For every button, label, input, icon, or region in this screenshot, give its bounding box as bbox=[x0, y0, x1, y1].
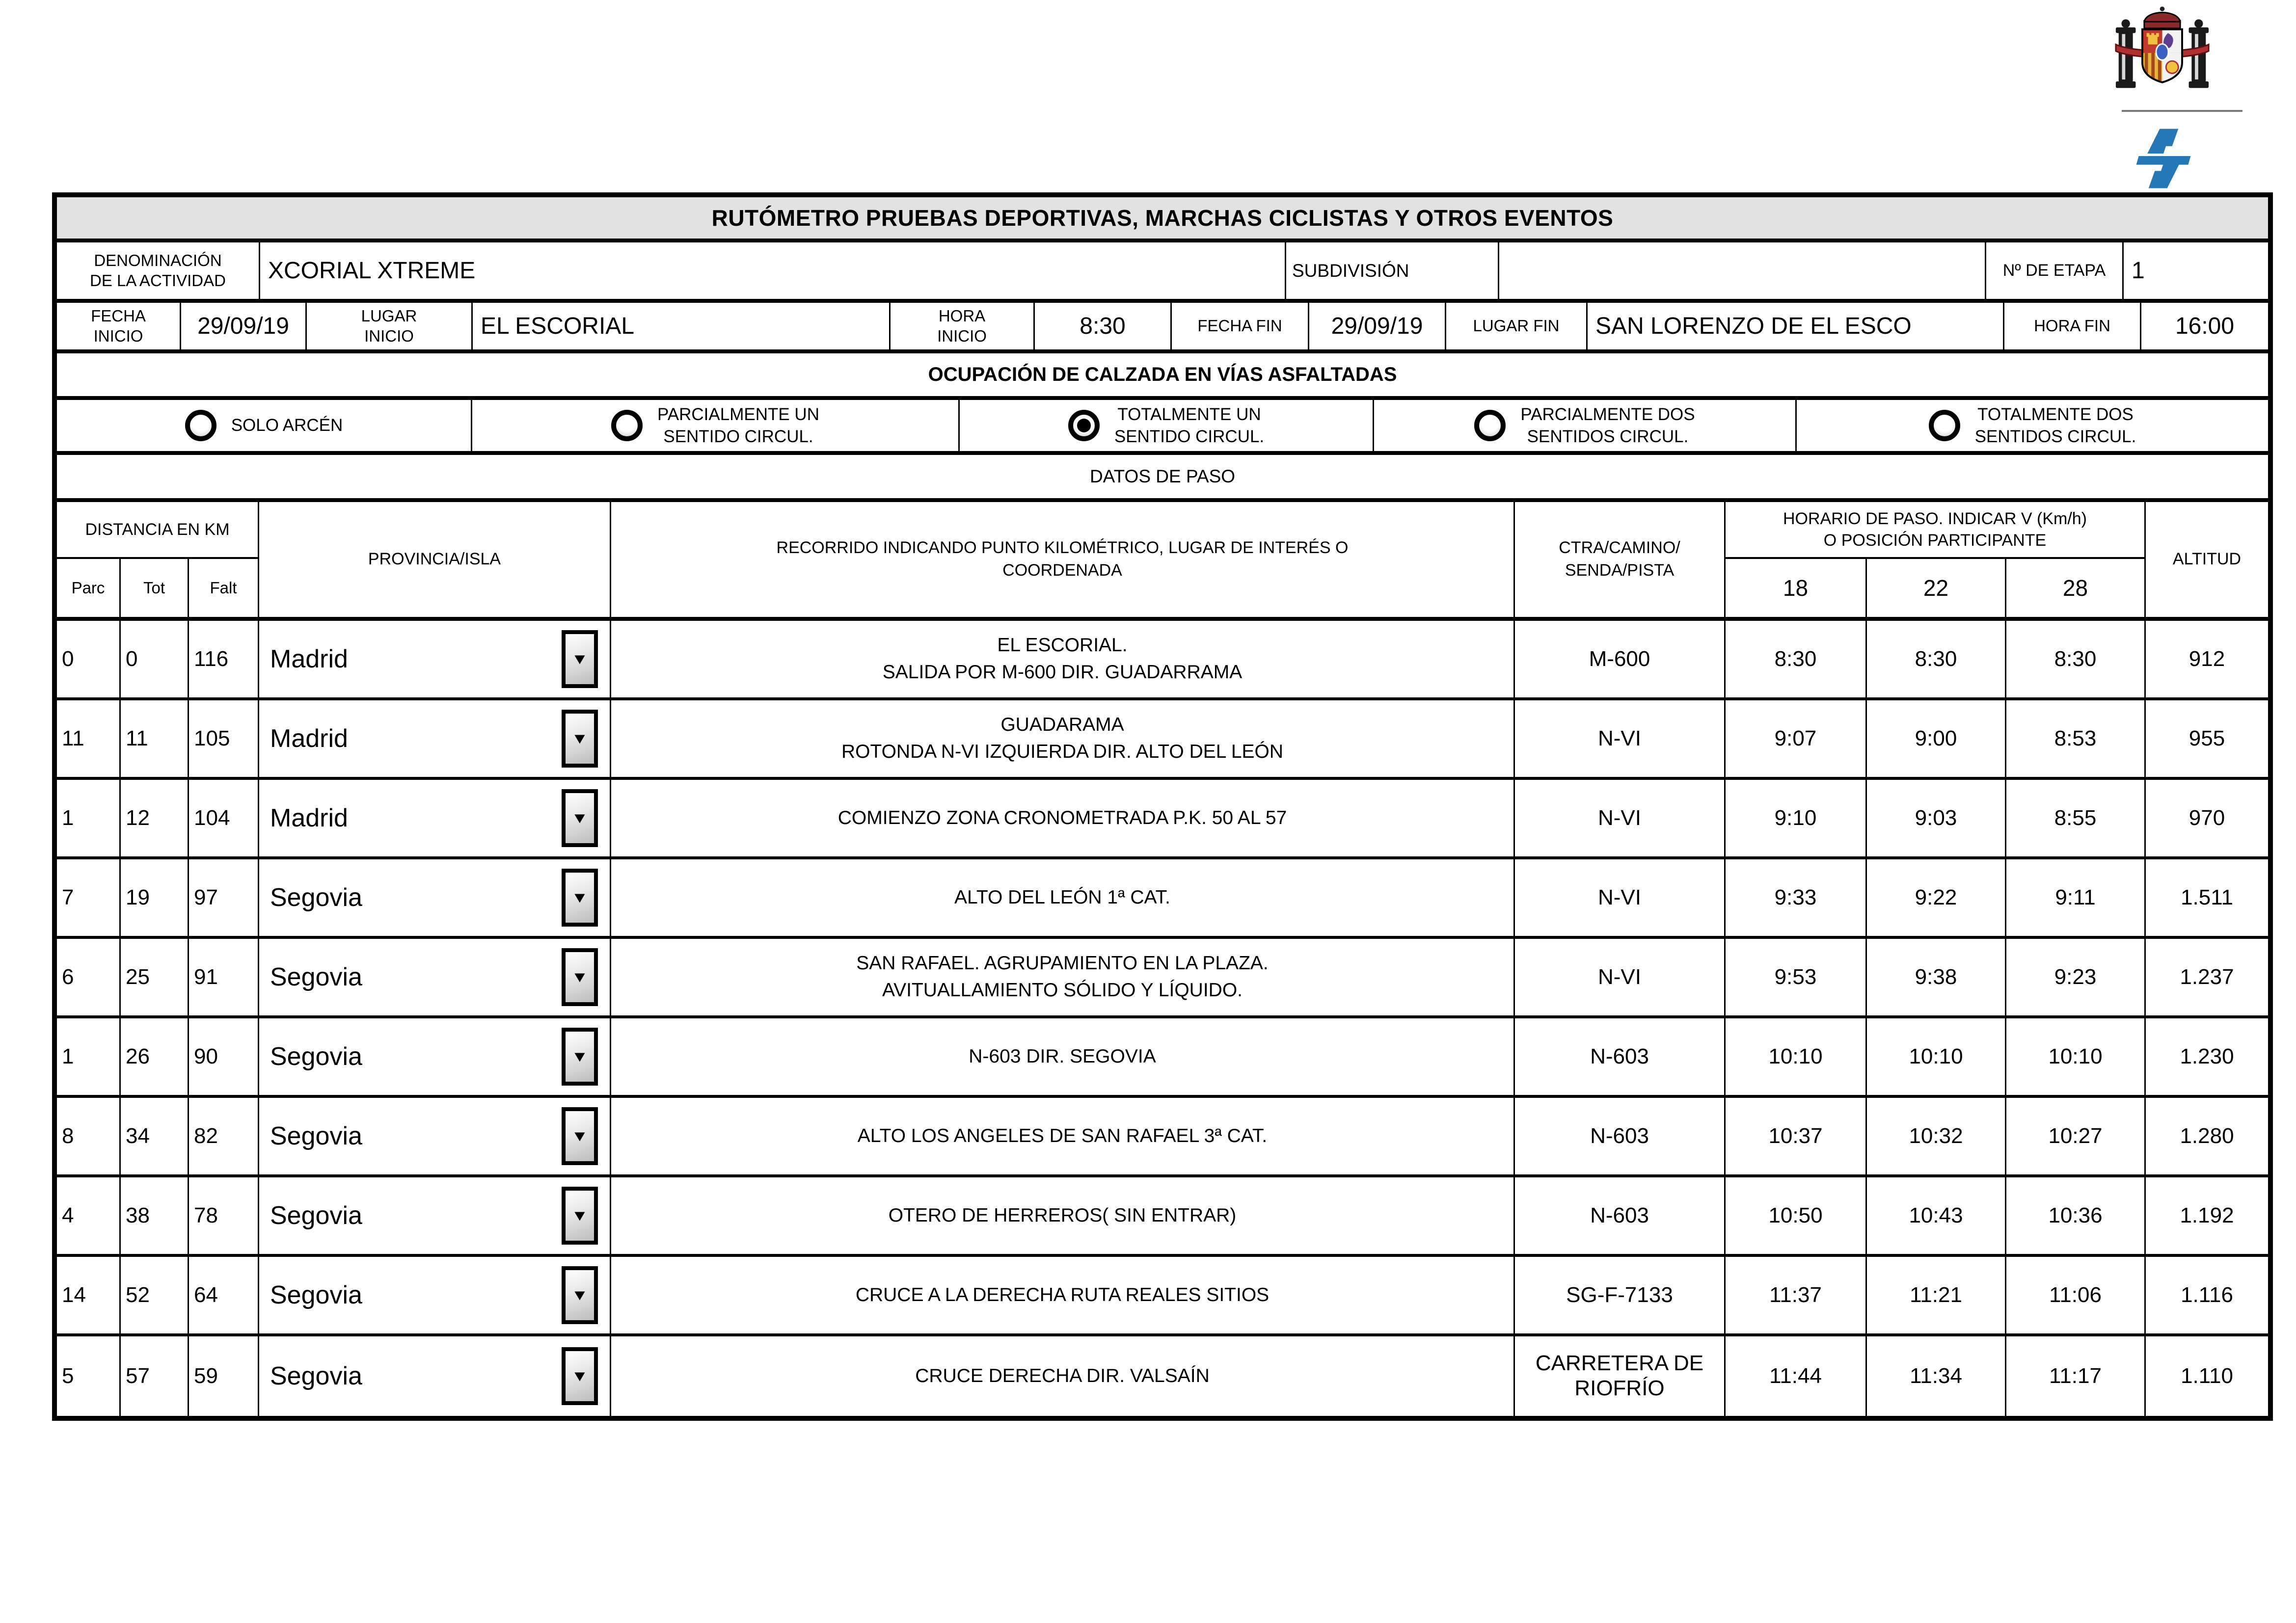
etapa-label: Nº DE ETAPA bbox=[1986, 242, 2124, 299]
cell-recorrido: ALTO LOS ANGELES DE SAN RAFAEL 3ª CAT. bbox=[611, 1098, 1515, 1174]
provincia-dropdown-button[interactable] bbox=[562, 948, 598, 1006]
cell-ctra: N-603 bbox=[1515, 1018, 1726, 1095]
cell-provincia bbox=[259, 1018, 611, 1095]
cell-recorrido: GUADARAMA ROTONDA N-VI IZQUIERDA DIR. ALTO DEL LEÓN bbox=[611, 700, 1515, 777]
cell-parc: 5 bbox=[57, 1336, 121, 1416]
cell-horario-22: 11:34 bbox=[1867, 1336, 2006, 1416]
cell-falt: 64 bbox=[189, 1257, 259, 1333]
cell-altitud: 1.110 bbox=[2181, 1364, 2233, 1388]
cell-horario-18: 9:07 bbox=[1726, 700, 1867, 777]
radio-button[interactable] bbox=[1474, 410, 1506, 441]
cell-horario-18: 9:53 bbox=[1726, 939, 1867, 1015]
denominacion-label: DENOMINACIÓN DE LA ACTIVIDAD bbox=[57, 242, 260, 299]
cell-parc: 11 bbox=[57, 700, 121, 777]
cell-tot: 11 bbox=[121, 700, 189, 777]
fecha-fin-value: 29/09/19 bbox=[1309, 303, 1446, 349]
form-title-bar bbox=[57, 197, 2268, 242]
header-horario: HORARIO DE PASO. INDICAR V (Km/h) O POSICIÓN PARTICIPANTE bbox=[1726, 502, 2144, 559]
cell-parc: 1 bbox=[57, 780, 121, 856]
ocupacion-title-row bbox=[57, 353, 2268, 400]
lugar-fin-value: SAN LORENZO DE EL ESCO bbox=[1588, 303, 2004, 349]
cell-parc: 0 bbox=[57, 621, 121, 697]
cell-recorrido: COMIENZO ZONA CRONOMETRADA P.K. 50 AL 57 bbox=[611, 780, 1515, 856]
cell-horario-22: 10:43 bbox=[1867, 1177, 2006, 1254]
cell-ctra: CARRETERA DE RIOFRÍO bbox=[1515, 1336, 1726, 1416]
hora-inicio-value: 8:30 bbox=[1035, 303, 1172, 349]
provincia-dropdown-button[interactable] bbox=[562, 1028, 598, 1086]
table-row bbox=[57, 1098, 2268, 1177]
chevron-down-icon: ▼ bbox=[571, 730, 589, 747]
cell-horario-18: 8:30 bbox=[1726, 621, 1867, 697]
cell-parc: 14 bbox=[57, 1257, 121, 1333]
cell-recorrido: N-603 DIR. SEGOVIA bbox=[611, 1018, 1515, 1095]
cell-horario-18: 10:50 bbox=[1726, 1177, 1867, 1254]
subdivision-label: SUBDIVISIÓN bbox=[1286, 242, 1499, 299]
cell-horario-28: 10:27 bbox=[2006, 1098, 2146, 1174]
cell-altitud: 1.511 bbox=[2181, 885, 2233, 909]
header-parc: Parc bbox=[57, 559, 121, 617]
cell-falt: 105 bbox=[189, 700, 259, 777]
lugar-inicio-value: EL ESCORIAL bbox=[473, 303, 891, 349]
cell-falt: 116 bbox=[189, 621, 259, 697]
hora-fin-value: 16:00 bbox=[2175, 313, 2235, 339]
provincia-value: Madrid bbox=[270, 645, 348, 673]
provincia-value: Segovia bbox=[270, 1281, 362, 1309]
cell-horario-28: 8:55 bbox=[2006, 780, 2146, 856]
provincia-dropdown-button[interactable] bbox=[562, 869, 598, 927]
ocupacion-options-row bbox=[57, 400, 2268, 455]
radio-option-parcialmente-dos bbox=[1374, 400, 1797, 451]
cell-horario-22: 8:30 bbox=[1867, 621, 2006, 697]
cell-provincia bbox=[259, 939, 611, 1015]
cell-horario-18: 10:37 bbox=[1726, 1098, 1867, 1174]
cell-provincia bbox=[259, 1336, 611, 1416]
radio-label: PARCIALMENTE DOS SENTIDOS CIRCUL. bbox=[1520, 404, 1695, 446]
radio-button[interactable] bbox=[1068, 410, 1100, 441]
cell-horario-22: 9:38 bbox=[1867, 939, 2006, 1015]
cell-tot: 38 bbox=[121, 1177, 189, 1254]
table-row bbox=[57, 1257, 2268, 1336]
radio-option-totalmente-dos bbox=[1797, 400, 2268, 451]
table-row bbox=[57, 939, 2268, 1018]
cell-provincia bbox=[259, 1257, 611, 1333]
datos-de-paso-title-row bbox=[57, 455, 2268, 502]
header-provincia: PROVINCIA/ISLA bbox=[259, 502, 611, 617]
header-falt: Falt bbox=[210, 579, 237, 597]
radio-button[interactable] bbox=[185, 410, 216, 441]
subdivision-value-field bbox=[1499, 242, 1986, 299]
traffic-authority-logo bbox=[2133, 128, 2194, 189]
provincia-value: Madrid bbox=[270, 804, 348, 832]
cell-altitud: 1.280 bbox=[2180, 1124, 2234, 1148]
cell-tot: 52 bbox=[121, 1257, 189, 1333]
provincia-value: Segovia bbox=[270, 963, 362, 991]
table-row bbox=[57, 1336, 2268, 1416]
provincia-value: Segovia bbox=[270, 1122, 362, 1150]
provincia-dropdown-button[interactable] bbox=[562, 710, 598, 768]
provincia-dropdown-button[interactable] bbox=[562, 630, 598, 688]
cell-horario-18: 10:10 bbox=[1726, 1018, 1867, 1095]
cell-ctra: M-600 bbox=[1515, 621, 1726, 697]
cell-ctra: N-VI bbox=[1515, 700, 1726, 777]
cell-horario-22: 10:10 bbox=[1867, 1018, 2006, 1095]
ocupacion-title: OCUPACIÓN DE CALZADA EN VÍAS ASFALTADAS bbox=[928, 364, 1397, 385]
cell-horario-28: 8:53 bbox=[2006, 700, 2146, 777]
cell-altitud: 970 bbox=[2188, 806, 2225, 830]
cell-altitud: 1.116 bbox=[2181, 1283, 2233, 1307]
hora-inicio-label: HORA INICIO bbox=[891, 303, 1035, 349]
cell-horario-18: 11:37 bbox=[1726, 1257, 1867, 1333]
cell-falt: 104 bbox=[189, 780, 259, 856]
hora-fin-label: HORA FIN bbox=[2004, 303, 2141, 349]
table-row bbox=[57, 1177, 2268, 1257]
cell-ctra: SG-F-7133 bbox=[1515, 1257, 1726, 1333]
cell-provincia bbox=[259, 1177, 611, 1254]
cell-tot: 34 bbox=[121, 1098, 189, 1174]
header-tot: Tot bbox=[121, 559, 189, 617]
radio-button[interactable] bbox=[1929, 410, 1960, 441]
header-hora-col-18: 18 bbox=[1726, 559, 1867, 617]
cell-falt: 78 bbox=[189, 1177, 259, 1254]
cell-horario-18: 9:10 bbox=[1726, 780, 1867, 856]
denominacion-value-field: XCORIAL XTREME bbox=[260, 242, 1286, 299]
cell-horario-22: 9:03 bbox=[1867, 780, 2006, 856]
header-distancia: DISTANCIA EN KM bbox=[57, 502, 258, 559]
fecha-inicio-value: 29/09/19 bbox=[181, 303, 307, 349]
table-header bbox=[57, 502, 2268, 621]
cell-provincia bbox=[259, 859, 611, 936]
cell-altitud: 1.237 bbox=[2180, 965, 2234, 989]
cell-recorrido: ALTO DEL LEÓN 1ª CAT. bbox=[611, 859, 1515, 936]
table-row bbox=[57, 859, 2268, 939]
chevron-down-icon: ▼ bbox=[571, 1286, 589, 1304]
cell-horario-18: 9:33 bbox=[1726, 859, 1867, 936]
table-row bbox=[57, 621, 2268, 700]
cell-falt: 59 bbox=[189, 1336, 259, 1416]
provincia-value: Segovia bbox=[270, 1362, 362, 1390]
cell-ctra: N-603 bbox=[1515, 1098, 1726, 1174]
cell-horario-28: 8:30 bbox=[2006, 621, 2146, 697]
cell-altitud: 1.230 bbox=[2180, 1044, 2234, 1068]
cell-tot: 26 bbox=[121, 1018, 189, 1095]
cell-falt: 90 bbox=[189, 1018, 259, 1095]
cell-tot: 57 bbox=[121, 1336, 189, 1416]
cell-ctra: N-603 bbox=[1515, 1177, 1726, 1254]
cell-ctra: N-VI bbox=[1515, 859, 1726, 936]
table-row bbox=[57, 780, 2268, 859]
cell-horario-28: 11:06 bbox=[2006, 1257, 2146, 1333]
spain-coat-of-arms-logo bbox=[2115, 6, 2210, 97]
provincia-value: Segovia bbox=[270, 1201, 362, 1230]
cell-tot: 19 bbox=[121, 859, 189, 936]
cell-altitud: 912 bbox=[2188, 647, 2225, 671]
cell-parc: 1 bbox=[57, 1018, 121, 1095]
chevron-down-icon: ▼ bbox=[571, 1367, 589, 1384]
chevron-down-icon: ▼ bbox=[571, 968, 589, 985]
denominacion-row bbox=[57, 242, 2268, 303]
cell-tot: 0 bbox=[121, 621, 189, 697]
cell-provincia bbox=[259, 1098, 611, 1174]
etapa-value-field: 1 bbox=[2132, 258, 2145, 284]
cell-ctra: N-VI bbox=[1515, 939, 1726, 1015]
form-title: RUTÓMETRO PRUEBAS DEPORTIVAS, MARCHAS CICLISTAS Y OTROS EVENTOS bbox=[711, 205, 1614, 231]
cell-recorrido: SAN RAFAEL. AGRUPAMIENTO EN LA PLAZA. AVITUALLAMIENTO SÓLIDO Y LÍQUIDO. bbox=[611, 939, 1515, 1015]
radio-option-solo-arcen bbox=[57, 400, 472, 451]
chevron-down-icon: ▼ bbox=[571, 1207, 589, 1224]
table-row bbox=[57, 700, 2268, 780]
radio-dot bbox=[1077, 419, 1091, 432]
cell-horario-22: 10:32 bbox=[1867, 1098, 2006, 1174]
header-distancia-group bbox=[57, 502, 259, 617]
radio-label: TOTALMENTE UN SENTIDO CIRCUL. bbox=[1114, 404, 1265, 446]
header-recorrido: RECORRIDO INDICANDO PUNTO KILOMÉTRICO, LUGAR DE INTERÉS O COORDENADA bbox=[611, 502, 1515, 617]
cell-provincia bbox=[259, 700, 611, 777]
datos-de-paso-title: DATOS DE PASO bbox=[1089, 466, 1236, 486]
provincia-value: Madrid bbox=[270, 724, 348, 753]
radio-option-parcialmente-un bbox=[472, 400, 960, 451]
cell-horario-28: 11:17 bbox=[2006, 1336, 2146, 1416]
cell-parc: 4 bbox=[57, 1177, 121, 1254]
cell-horario-28: 9:11 bbox=[2006, 859, 2146, 936]
cell-tot: 25 bbox=[121, 939, 189, 1015]
cell-parc: 7 bbox=[57, 859, 121, 936]
cell-horario-22: 9:00 bbox=[1867, 700, 2006, 777]
cell-horario-18: 11:44 bbox=[1726, 1336, 1867, 1416]
cell-altitud: 1.192 bbox=[2180, 1203, 2234, 1227]
rutometro-form bbox=[52, 192, 2273, 1421]
chevron-down-icon: ▼ bbox=[571, 809, 589, 826]
cell-provincia bbox=[259, 621, 611, 697]
cell-recorrido: CRUCE DERECHA DIR. VALSAÍN bbox=[611, 1336, 1515, 1416]
cell-recorrido: EL ESCORIAL. SALIDA POR M-600 DIR. GUADARRAMA bbox=[611, 621, 1515, 697]
cell-provincia bbox=[259, 780, 611, 856]
radio-label: PARCIALMENTE UN SENTIDO CIRCUL. bbox=[657, 404, 819, 446]
cell-horario-28: 10:36 bbox=[2006, 1177, 2146, 1254]
header-hora-col-22: 22 bbox=[1867, 559, 2006, 617]
header-altitud: ALTITUD bbox=[2172, 550, 2242, 569]
fechas-row bbox=[57, 303, 2268, 353]
fecha-fin-label: FECHA FIN bbox=[1172, 303, 1309, 349]
cell-horario-28: 9:23 bbox=[2006, 939, 2146, 1015]
header-hora-col-28: 28 bbox=[2062, 575, 2088, 601]
cell-recorrido: OTERO DE HERREROS( SIN ENTRAR) bbox=[611, 1177, 1515, 1254]
cell-altitud: 955 bbox=[2188, 726, 2225, 750]
radio-button[interactable] bbox=[611, 410, 643, 441]
chevron-down-icon: ▼ bbox=[571, 650, 589, 667]
cell-parc: 8 bbox=[57, 1098, 121, 1174]
chevron-down-icon: ▼ bbox=[571, 889, 589, 906]
chevron-down-icon: ▼ bbox=[571, 1048, 589, 1065]
header-horario-group bbox=[1726, 502, 2146, 617]
cell-horario-28: 10:10 bbox=[2006, 1018, 2146, 1095]
logo-divider-line bbox=[2122, 110, 2242, 112]
provincia-dropdown-button[interactable] bbox=[562, 1187, 598, 1245]
provincia-dropdown-button[interactable] bbox=[562, 789, 598, 847]
table-row bbox=[57, 1018, 2268, 1098]
provincia-dropdown-button[interactable] bbox=[562, 1107, 598, 1165]
provincia-dropdown-button[interactable] bbox=[562, 1347, 598, 1405]
lugar-inicio-label: LUGAR INICIO bbox=[307, 303, 473, 349]
radio-label: TOTALMENTE DOS SENTIDOS CIRCUL. bbox=[1974, 404, 2136, 446]
provincia-dropdown-button[interactable] bbox=[562, 1266, 598, 1324]
cell-horario-22: 11:21 bbox=[1867, 1257, 2006, 1333]
cell-falt: 91 bbox=[189, 939, 259, 1015]
provincia-value: Segovia bbox=[270, 1042, 362, 1071]
cell-falt: 97 bbox=[189, 859, 259, 936]
chevron-down-icon: ▼ bbox=[571, 1127, 589, 1144]
cell-horario-22: 9:22 bbox=[1867, 859, 2006, 936]
cell-parc: 6 bbox=[57, 939, 121, 1015]
radio-label: SOLO ARCÉN bbox=[231, 416, 343, 435]
cell-tot: 12 bbox=[121, 780, 189, 856]
provincia-value: Segovia bbox=[270, 883, 362, 912]
fecha-inicio-label: FECHA INICIO bbox=[57, 303, 181, 349]
cell-recorrido: CRUCE A LA DERECHA RUTA REALES SITIOS bbox=[611, 1257, 1515, 1333]
radio-option-totalmente-un bbox=[960, 400, 1374, 451]
lugar-fin-label: LUGAR FIN bbox=[1446, 303, 1588, 349]
cell-falt: 82 bbox=[189, 1098, 259, 1174]
cell-ctra: N-VI bbox=[1515, 780, 1726, 856]
header-ctra: CTRA/CAMINO/ SENDA/PISTA bbox=[1515, 502, 1726, 617]
